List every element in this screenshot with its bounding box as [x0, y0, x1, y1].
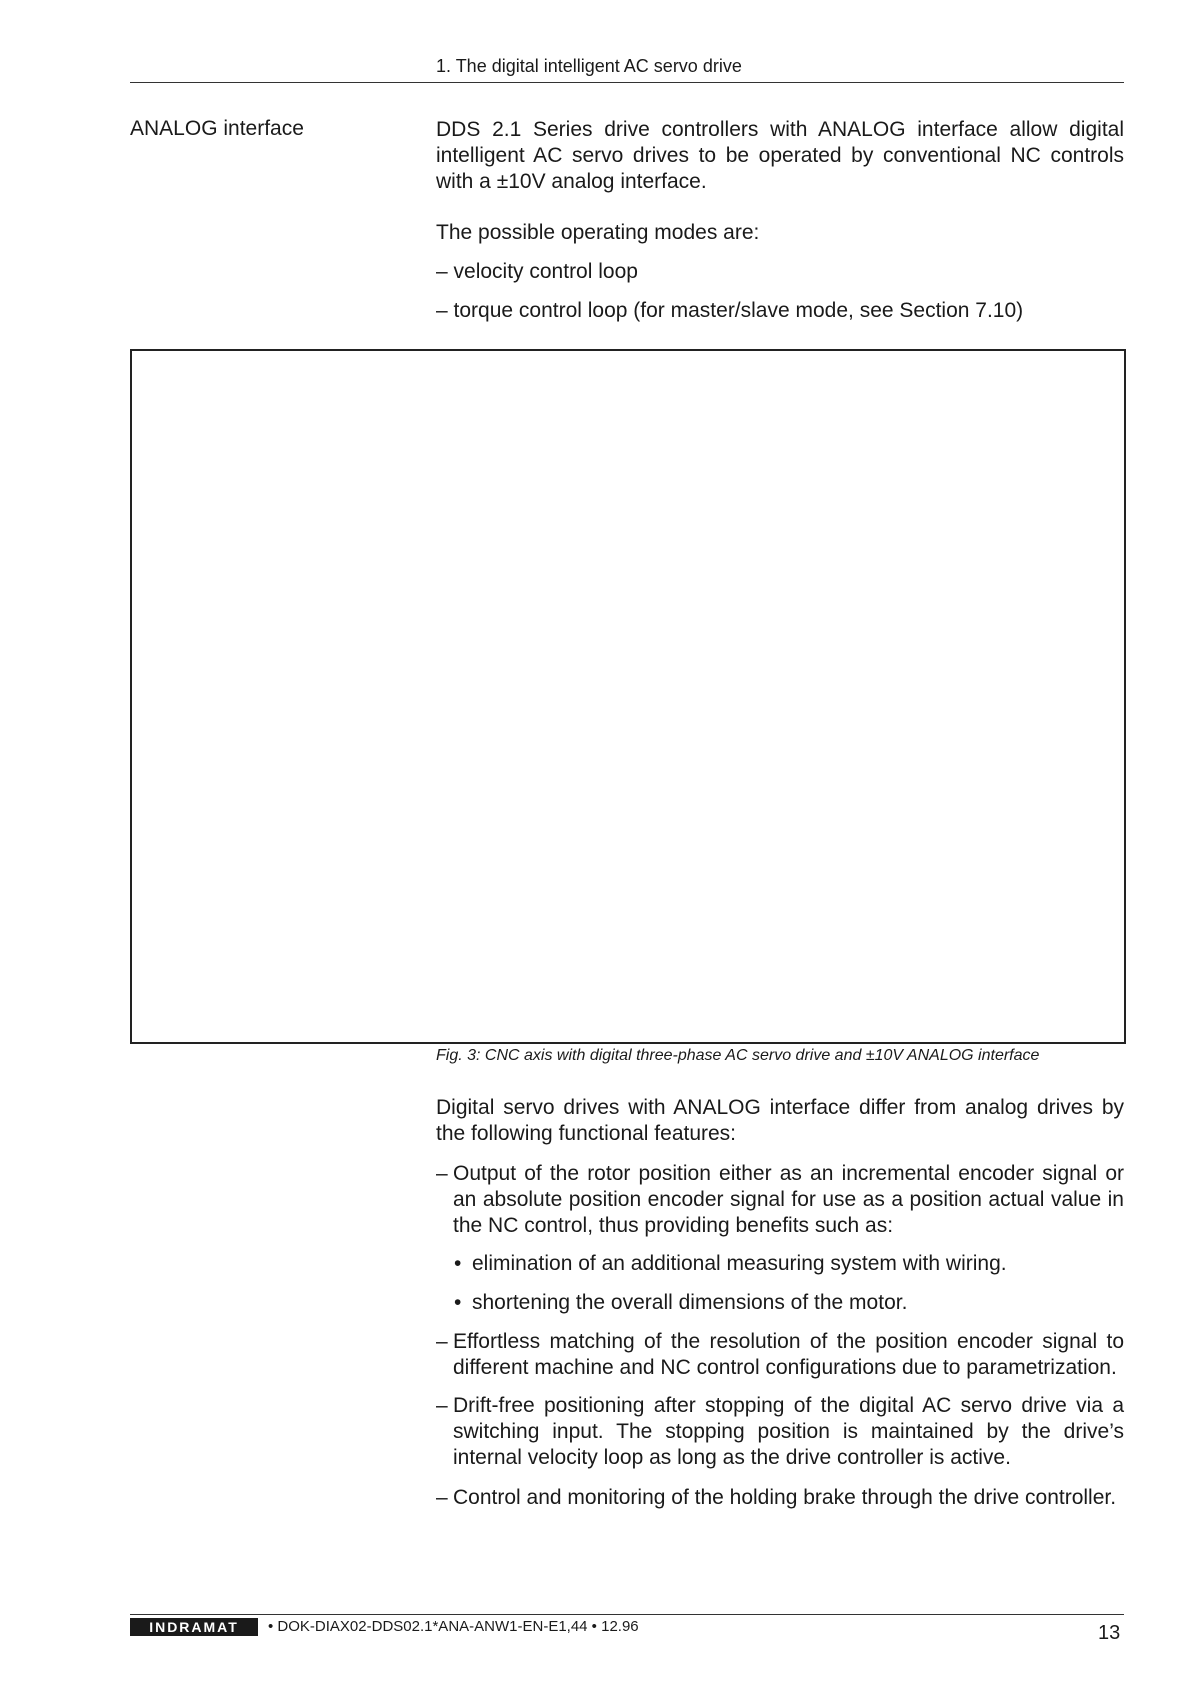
section-side-label: ANALOG interface: [130, 117, 304, 140]
feature-item: [436, 1485, 1124, 1511]
bullet-marker: •: [454, 1252, 462, 1275]
header-rule: [130, 82, 1124, 83]
bullet-marker: •: [454, 1291, 462, 1314]
logo-text: INDRAMAT: [149, 1619, 239, 1635]
mode-item-torque: – torque control loop (for master/slave mode, see Section 7.10): [436, 299, 1024, 322]
dash-marker: –: [436, 1394, 448, 1417]
document-id: • DOK-DIAX02-DDS02.1*ANA-ANW1-EN-E1,44 • 12.96: [268, 1618, 639, 1635]
feature-item: [436, 1329, 1124, 1381]
running-header: 1. The digital intelligent AC servo drive: [436, 56, 742, 76]
dash-marker: –: [436, 1162, 448, 1185]
dash-marker: –: [436, 1486, 448, 1509]
indramat-logo: [130, 1618, 258, 1636]
footer-rule: [130, 1614, 1124, 1615]
feature-text: Drift-free positioning after stopping of the digital AC servo drive via a switching input. The stopping position is maintained by the drive’s internal velocity loop as long as the drive controller is active.: [453, 1394, 1124, 1469]
benefit-item: [454, 1251, 1124, 1277]
feature-text: Control and monitoring of the holding brake through the drive controller.: [453, 1486, 1117, 1509]
page-number: 13: [1098, 1622, 1121, 1644]
figure-caption: Fig. 3: CNC axis with digital three-phase AC servo drive and ±10V ANALOG interface: [436, 1047, 1040, 1064]
intro-paragraph: DDS 2.1 Series drive controllers with ANALOG interface allow digital intelligent AC servo drives to be operated by conventional NC controls with a ±10V analog interface.: [436, 118, 1124, 193]
figure-placeholder: [130, 349, 1126, 1044]
feature-text: Output of the rotor position either as an incremental encoder signal or an absolute position encoder signal for use as a position actual value in the NC control, thus providing benefits such as:: [453, 1162, 1124, 1237]
modes-heading: The possible operating modes are:: [436, 221, 760, 244]
dash-marker: –: [436, 1330, 448, 1353]
mode-item-velocity: – velocity control loop: [436, 260, 638, 283]
feature-item: [436, 1161, 1124, 1239]
benefit-text: elimination of an additional measuring system with wiring.: [472, 1252, 1007, 1275]
benefit-item: [454, 1290, 1124, 1316]
feature-text: Effortless matching of the resolution of the position encoder signal to different machine and NC control configurations due to parametrization.: [453, 1330, 1124, 1379]
features-intro: Digital servo drives with ANALOG interface differ from analog drives by the following functional features:: [436, 1096, 1124, 1145]
benefit-text: shortening the overall dimensions of the motor.: [472, 1291, 908, 1314]
feature-item: [436, 1393, 1124, 1471]
